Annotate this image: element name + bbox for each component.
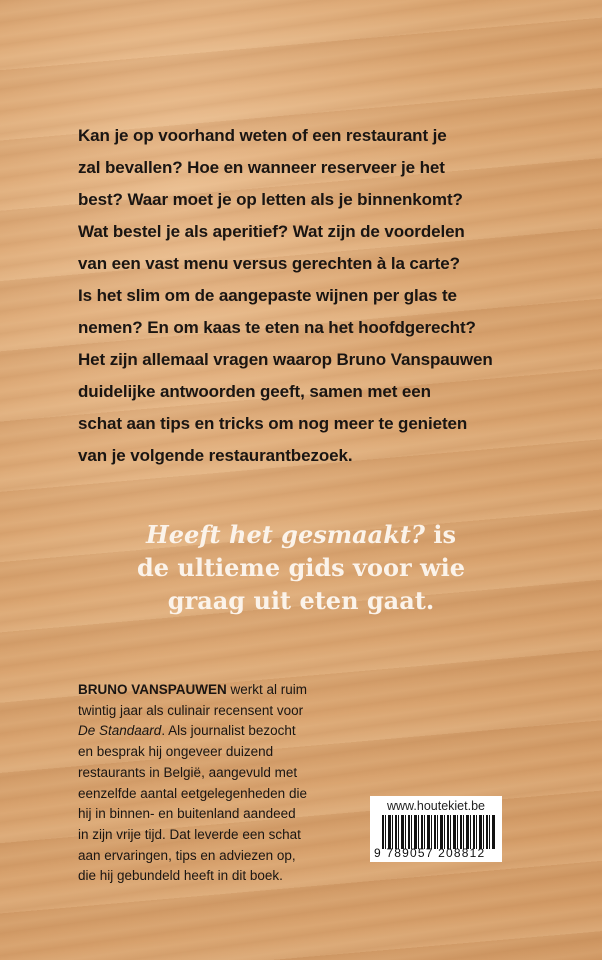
- blurb-line: Kan je op voorhand weten of een restaurant je: [78, 126, 447, 145]
- tagline-line: graag uit eten gaat.: [167, 586, 435, 615]
- tagline-text: is: [425, 520, 456, 549]
- book-title: Heeft het gesmaakt?: [146, 520, 425, 549]
- tagline-line: [0, 518, 602, 551]
- blurb-line: Het zijn allemaal vragen waarop Bruno Vanspauwen: [78, 350, 493, 369]
- bio-line: in zijn vrije tijd. Dat leverde een schat: [78, 826, 301, 842]
- barcode-icon: [382, 815, 496, 849]
- blurb-line: duidelijke antwoorden geeft, samen met een: [78, 382, 431, 401]
- author-bio: [78, 680, 378, 887]
- bio-line: [78, 680, 378, 701]
- blurb-line: Wat bestel je als aperitief? Wat zijn de voordelen: [78, 222, 465, 241]
- bio-text: werkt al ruim: [226, 682, 308, 697]
- blurb-line: schat aan tips en tricks om nog meer te genieten: [78, 414, 468, 433]
- bio-text: . Als journalist bezocht: [161, 723, 296, 739]
- bio-line: aan ervaringen, tips en adviezen op,: [78, 847, 296, 863]
- blurb-line: Is het slim om de aangepaste wijnen per glas te: [78, 286, 457, 305]
- author-name: BRUNO VANSPAUWEN: [78, 682, 227, 697]
- isbn-barcode-box: [370, 796, 502, 862]
- bio-line: twintig jaar als culinair recensent voor: [78, 702, 304, 718]
- blurb-paragraph: [78, 120, 578, 472]
- blurb-line: nemen? En om kaas te eten na het hoofdgerecht?: [78, 318, 476, 337]
- bio-line: eenzelfde aantal eetgelegenheden die: [78, 785, 307, 801]
- bio-line: en besprak hij ongeveer duizend: [78, 744, 274, 760]
- blurb-line: van een vast menu versus gerechten à la carte?: [78, 254, 460, 273]
- isbn-number: 9 789057 208812: [374, 846, 486, 860]
- blurb-line: zal bevallen? Hoe en wanneer reserveer je het: [78, 158, 445, 177]
- blurb-line: van je volgende restaurantbezoek.: [78, 446, 353, 465]
- blurb-line: best? Waar moet je op letten als je binnenkomt?: [78, 190, 463, 209]
- newspaper-name: De Standaard: [78, 723, 162, 739]
- bio-line: restaurants in België, aangevuld met: [78, 764, 298, 780]
- bio-line: [78, 721, 378, 742]
- bio-line: hij in binnen- en buitenland aandeed: [78, 806, 296, 822]
- publisher-url: www.houtekiet.be: [387, 799, 485, 813]
- bio-line: die hij gebundeld heeft in dit boek.: [78, 868, 283, 884]
- tagline: [0, 518, 602, 617]
- tagline-line: de ultieme gids voor wie: [136, 553, 466, 582]
